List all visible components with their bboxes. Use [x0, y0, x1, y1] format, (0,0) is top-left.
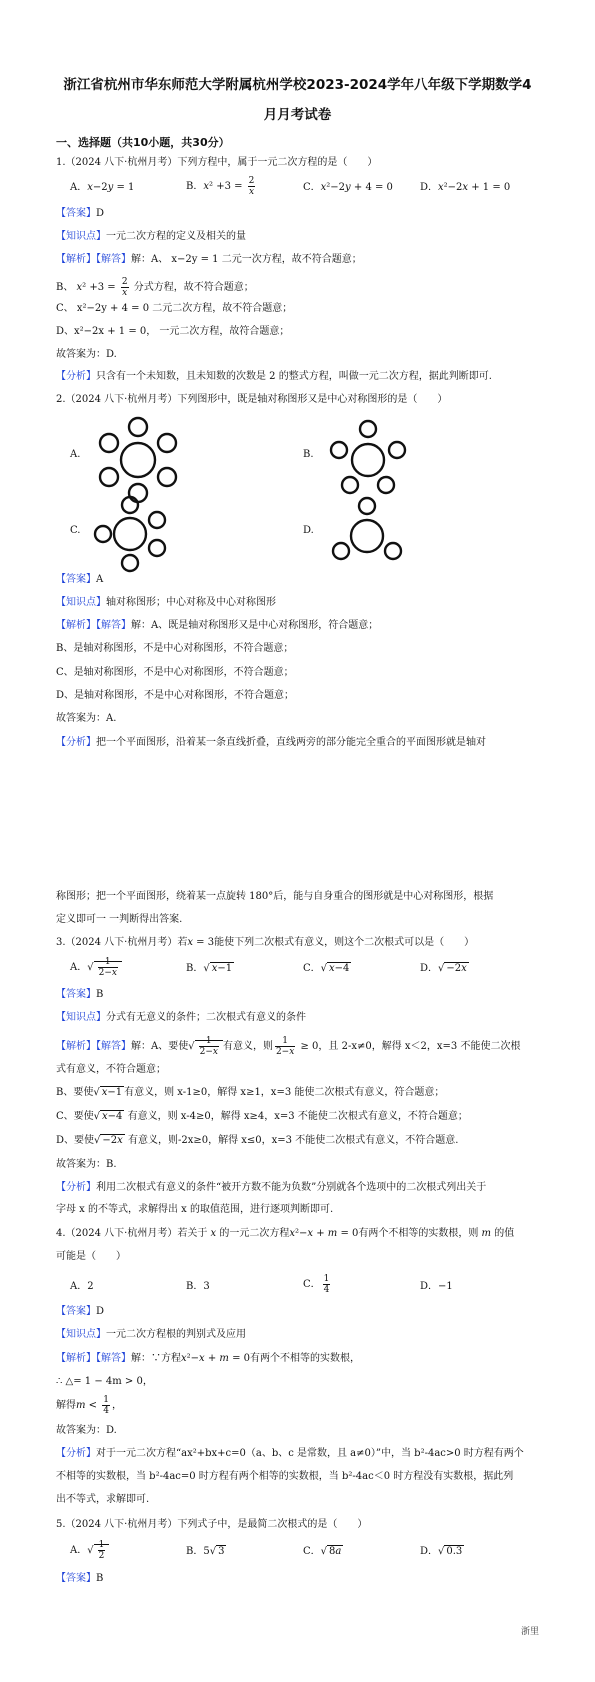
q4-stem-cont: 可能是（ ） — [56, 1251, 126, 1262]
q2-figure-d — [322, 490, 412, 580]
answer-value: D — [96, 1306, 105, 1317]
title-line-1: 浙江省杭州市华东师范大学附属杭州学校2023-2024学年八年级下学期数学4 — [63, 77, 532, 93]
q2-stem: 2.（2024 八下·杭州月考）下列图形中，既是轴对称图形又是中心对称图形的是（ ） — [56, 394, 448, 405]
q5-answer — [56, 1572, 545, 1586]
solve-tag: 【解答】 — [96, 254, 131, 265]
q1-line-d: D、x²−2x + 1 = 0， 一元二次方程，故符合题意； — [56, 326, 290, 337]
q1-analysis — [56, 253, 545, 267]
q4-option-b: B．3 — [186, 1281, 210, 1292]
analysis-tag: 【解析】 — [56, 254, 96, 265]
q3-line-d: D、要使√ −2x 有意义，则-2x≥0，解得 x≤0，x=3 不能使二次根式有意义，不符合题意. — [56, 1135, 459, 1146]
solve-tag: 【解答】 — [96, 1353, 131, 1364]
q4-knowledge — [56, 1328, 545, 1342]
solve-tag: 【解答】 — [96, 1041, 131, 1052]
q1-line-b: B、 x² +3 = $\frac{2}{x}$ 分式方程，故不符合题意； — [56, 277, 254, 298]
knowledge-tag: 【知识点】 — [56, 597, 106, 608]
knowledge-text: 分式有无意义的条件；二次根式有意义的条件 — [106, 1012, 306, 1023]
review-text: 对于一元二次方程“ax²+bx+c=0（a、b、c 是常数，且 a≠0）”中，当 b²-4ac>0 时方程有两个 — [96, 1448, 524, 1459]
q3-option-a: A．√ $\frac{1}{2-x}$ — [70, 957, 122, 978]
knowledge-text: 一元二次方程的定义及相关的量 — [106, 231, 246, 242]
q5-option-c: C．√ 8a — [303, 1546, 342, 1557]
review-text: 利用二次根式有意义的条件“被开方数不能为负数”分别就各个选项中的二次根式列出关于 — [96, 1182, 487, 1193]
footer-watermark: 浙里 — [520, 1627, 539, 1637]
review-tag: 【分析】 — [56, 737, 96, 748]
q3-line-b: B、要使√ x−1 有意义，则 x-1≥0，解得 x≥1，x=3 能使二次根式有意义，符合题意； — [56, 1087, 445, 1098]
q1-option-a: A．x−2y = 1 — [70, 182, 135, 193]
q3-review — [56, 1181, 545, 1195]
q2-line-d: D、是轴对称图形，不是中心对称图形，不符合题意； — [56, 690, 295, 701]
q4-option-d: D．−1 — [420, 1281, 453, 1292]
answer-tag: 【答案】 — [56, 574, 96, 585]
q2-review-cont-1: 称图形；把一个平面图形，绕着某一点旋转 180°后，能与自身重合的图形就是中心对称图形，根据 — [56, 891, 494, 902]
q5-stem: 5.（2024 八下·杭州月考）下列式子中，是最简二次根式的是（ ） — [56, 1519, 368, 1530]
q1-review — [56, 370, 545, 384]
title-line-2: 月月考试卷 — [263, 107, 332, 123]
q3-stem: 3.（2024 八下·杭州月考）若x = 3能使下列二次根式有意义，则这个二次根式可以是（ ） — [56, 937, 475, 948]
q2-answer — [56, 573, 545, 587]
q2-label-d: D. — [303, 525, 314, 536]
review-text: 只含有一个未知数，且未知数的次数是 2 的整式方程，叫做一元二次方程，据此判断即可. — [96, 371, 492, 382]
q2-line-b: B、是轴对称图形，不是中心对称图形，不符合题意； — [56, 643, 294, 654]
q2-line-c: C、是轴对称图形，不是中心对称图形，不符合题意； — [56, 667, 294, 678]
q1-option-d: D．x²−2x + 1 = 0 — [420, 182, 511, 193]
q1-option-b: B．x² +3 = $\frac{2}{x}$ — [186, 176, 255, 197]
answer-tag: 【答案】 — [56, 208, 96, 219]
q2-review-cont-2: 定义即可一 一判断得出答案. — [56, 914, 183, 925]
q4-review — [56, 1447, 545, 1461]
q1-conclusion: 故答案为：D. — [56, 349, 117, 360]
q2-label-c: C. — [70, 525, 81, 536]
answer-tag: 【答案】 — [56, 1573, 96, 1584]
q3-review-cont: 字母 x 的不等式，求解得出 x 的取值范围，进行逐项判断即可. — [56, 1204, 334, 1215]
q2-review — [56, 736, 545, 750]
q4-analysis: 【解析】【解答】解：∵方程x²−x + m = 0有两个不相等的实数根， — [56, 1353, 361, 1364]
q4-line-solve: 解得m < $\frac{1}{4}$ ， — [56, 1395, 122, 1416]
q4-option-c: C． $\frac{1}{4}$ — [303, 1274, 330, 1295]
knowledge-tag: 【知识点】 — [56, 1012, 106, 1023]
q3-conclusion: 故答案为：B. — [56, 1159, 117, 1170]
analysis-text: 解：A、既是轴对称图形又是中心对称图形，符合题意； — [131, 620, 379, 631]
answer-tag: 【答案】 — [56, 1306, 96, 1317]
q3-option-b: B．√ x−1 — [186, 963, 233, 974]
q1-line-c: C、 x²−2y + 4 = 0 二元二次方程，故不符合题意； — [56, 303, 293, 314]
q2-analysis — [56, 619, 545, 633]
q5-option-d: D．√ 0.3 — [420, 1546, 463, 1557]
review-tag: 【分析】 — [56, 1448, 96, 1459]
q5-option-a: A．√ $\frac{1}{2}$ — [70, 1540, 109, 1561]
analysis-tag: 【解析】 — [56, 620, 96, 631]
analysis-tag: 【解析】 — [56, 1353, 96, 1364]
q4-conclusion: 故答案为：D. — [56, 1425, 117, 1436]
q3-analysis: 【解析】【解答】解：A、要使√ $\frac{1}{2-x}$ 有意义，则 $\frac{1}{2-x}$ ≥ 0，且 2-x≠0，解得 x＜2，x=3 不能使二次根 — [56, 1036, 521, 1057]
q4-stem: 4.（2024 八下·杭州月考）若关于 x 的一元二次方程x²−x + m = 0有两个不相等的实数根，则 m 的值 — [56, 1228, 515, 1239]
review-text: 把一个平面图形，沿着某一条直线折叠，直线两旁的部分能完全重合的平面图形就是轴对 — [96, 737, 486, 748]
answer-value: B — [96, 1573, 104, 1584]
knowledge-text: 一元二次方程根的判别式及应用 — [106, 1329, 246, 1340]
q4-option-a: A．2 — [70, 1281, 94, 1292]
q2-conclusion: 故答案为：A. — [56, 713, 117, 724]
q2-label-b: B. — [303, 449, 314, 460]
q1-answer — [56, 207, 545, 221]
knowledge-text: 轴对称图形；中心对称及中心对称图形 — [106, 597, 276, 608]
q4-answer — [56, 1305, 545, 1319]
q2-figure-c — [88, 490, 178, 580]
q4-review-cont-1: 不相等的实数根，当 b²-4ac=0 时方程有两个相等的实数根，当 b²-4ac＜0 时方程没有实数根，据此列 — [56, 1471, 514, 1482]
analysis-tag: 【解析】 — [56, 1041, 96, 1052]
q2-knowledge — [56, 596, 545, 610]
answer-value: D — [96, 208, 105, 219]
solve-tag: 【解答】 — [96, 620, 131, 631]
answer-value: A — [96, 574, 104, 585]
q3-option-d: D．√ −2x — [420, 963, 467, 974]
analysis-text: 解：A、 x−2y = 1 二元一次方程，故不符合题意； — [131, 254, 362, 265]
review-tag: 【分析】 — [56, 1182, 96, 1193]
q1-knowledge — [56, 230, 545, 244]
answer-tag: 【答案】 — [56, 989, 96, 1000]
q2-label-a: A. — [70, 449, 81, 460]
q3-knowledge — [56, 1011, 545, 1025]
answer-value: B — [96, 989, 104, 1000]
q3-line-c: C、要使√ x−4 有意义，则 x-4≥0，解得 x≥4，x=3 不能使二次根式有意义，不符合题意； — [56, 1111, 468, 1122]
q5-option-b: B．5√ 3 — [186, 1546, 225, 1557]
q3-option-c: C．√ x−4 — [303, 963, 350, 974]
q4-line-delta: ∴ △= 1 − 4m > 0， — [56, 1376, 153, 1387]
section-heading: 一、选择题（共10小题，共30分） — [56, 136, 230, 149]
q1-option-c: C．x²−2y + 4 = 0 — [303, 182, 393, 193]
q4-review-cont-2: 出不等式，求解即可. — [56, 1494, 150, 1505]
q3-analysis-cont: 式有意义，不符合题意； — [56, 1064, 166, 1075]
q3-answer — [56, 988, 545, 1002]
review-tag: 【分析】 — [56, 371, 96, 382]
q1-stem: 1.（2024 八下·杭州月考）下列方程中，属于一元二次方程的是（ ） — [56, 157, 378, 168]
knowledge-tag: 【知识点】 — [56, 231, 106, 242]
knowledge-tag: 【知识点】 — [56, 1329, 106, 1340]
